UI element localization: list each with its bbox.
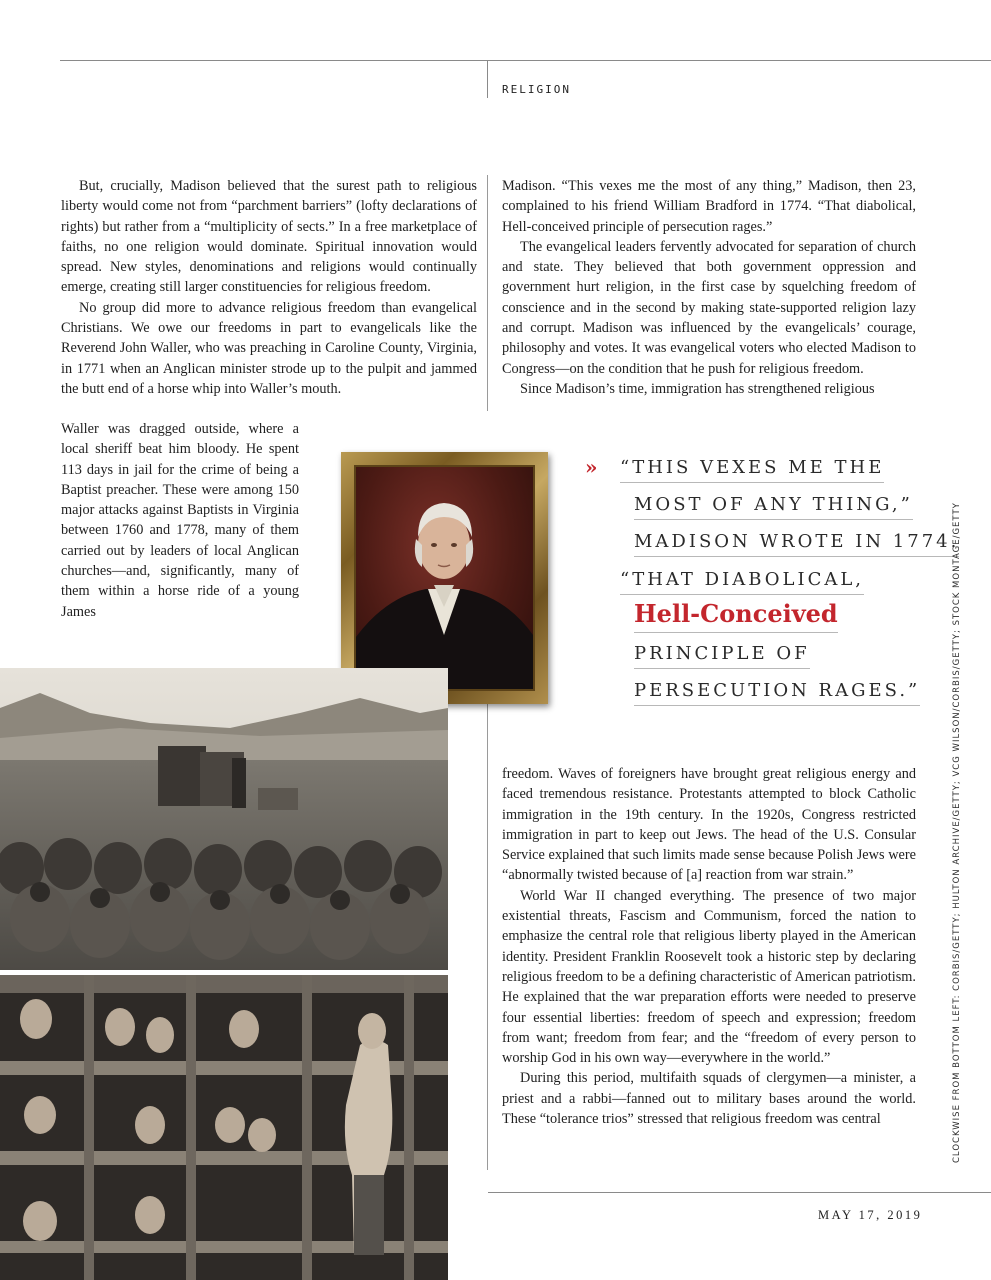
column-divider [487,700,488,1170]
section-label: RELIGION [502,83,571,96]
paragraph: During this period, multifaith squads of clergymen—a minister, a priest and a rabbi—fanned out to military bases around the world. These “tolerance trios” stressed that religious freedom was central [502,1070,916,1128]
soldiers-service-photo [0,668,448,970]
issue-date: MAY 17, 2019 [818,1208,923,1222]
paragraph: Waller was dragged outside, where a local sheriff beat him bloody. He spent 113 days in jail for the crime of being a Baptist preacher. These were among 150 major attacks against Baptists in Virginia between 1760 and 1778, many of them carried out by leaders of local Anglican churches—and, significantly, many of them within a horse ride of a young James [61,421,299,620]
pull-quote-line: PRINCIPLE OF [634,643,810,669]
photo-credit: CLOCKWISE FROM BOTTOM LEFT: CORBIS/GETTY; HULTON ARCHIVE/GETTY; VCG WILSON/CORBIS/GETTY; STOCK MONTAGE/GETTY [952,502,962,1163]
paragraph: No group did more to advance religious freedom than evangelical Christians. We owe our freedoms in part to evangelicals like the Reverend John Waller, who was preaching in Caroline County, Virginia, in 1771 when an Anglican minister strode up to the pulpit and jammed the butt end of a horse whip into Waller’s mouth. [61,299,477,397]
footer-rule [488,1192,991,1193]
paragraph: Madison. “This vexes me the most of any thing,” Madison, then 23, complained to his friend William Bradford in 1774. “That diabolical, Hell-conceived principle of persecution rages.” [502,178,916,235]
paragraph: But, crucially, Madison believed that the surest path to religious liberty would come not from “parchment barriers” (lofty declarations of rights) but rather from a “multiplicity of sects.” In a free marketplace of faiths, no one religion would dominate. Spiritual innovation would spread. New styles, denominations and religions would continually emerge, creating still larger constituencies for religious freedom. [61,178,477,296]
header-divider [487,60,488,98]
camp-barracks-photo [0,975,448,1280]
pull-quote-highlight: Hell-Conceived [634,599,838,633]
body-column-right-continued [502,764,916,1129]
pull-quote-line: MADISON WROTE IN 1774. [634,531,959,557]
madison-portrait [341,452,548,704]
portrait-painting [354,465,535,691]
body-column-left-wrap [61,419,299,622]
header-rule [60,60,991,61]
body-column-right [502,176,916,399]
pull-quote-mark: » [585,455,598,479]
pull-quote-line: “THAT DIABOLICAL, [620,569,864,595]
photo-scene [0,668,448,970]
body-column-left [61,176,477,399]
pull-quote-line: PERSECUTION RAGES.” [634,680,920,706]
paragraph: Since Madison’s time, immigration has strengthened religious [520,380,875,397]
pull-quote-line: “THIS VEXES ME THE [620,457,884,483]
portrait-figure [356,467,533,689]
paragraph: freedom. Waves of foreigners have brought great religious energy and faced tremendous resistance. Protestants attempted to block Catholic immigration in the 19th century. In the 1920s, Congress restricted immigration in part to keep out Jews. The head of the U.S. Consular Service explained that such limits made sense because Polish Jews were “abnormally twisted because of [a] reaction from war strain.” [502,766,916,884]
paragraph: World War II changed everything. The presence of two major existential threats, Fascism and Communism, forced the nation to emphasize the central role that religious liberty played in the American identity. President Franklin Roosevelt took a historic step by declaring religious freedom to be a defining characteristic of American patriotism. He explained that the war preparation efforts were needed to preserve four essential liberties: freedom of speech and expression; freedom from want; freedom from fear; and the “freedom of every person to worship God in his own way—everywhere in the world.” [502,887,916,1067]
pull-quote-line: MOST OF ANY THING,” [634,494,913,520]
photo-scene [0,975,448,1280]
paragraph: The evangelical leaders fervently advocated for separation of church and state. They believed that both government oppression and government hurt religion, in the first case by squelching freedom of conscience and in the second by making state-supported religion lazy and corrupt. Madison was influenced by the evangelicals’ courage, philosophy and votes. It was evangelical voters who elected Madison to Congress—on the condition that he push for religious freedom. [502,238,916,377]
column-divider [487,175,488,411]
